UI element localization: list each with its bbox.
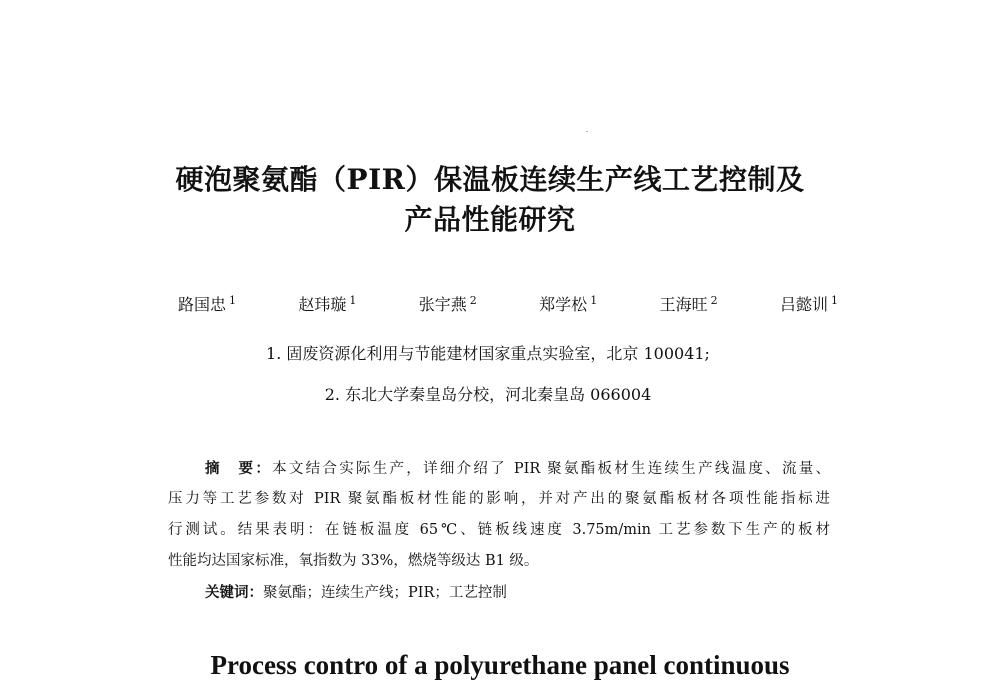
abstract (168, 453, 830, 577)
english-title: Process contro of a polyurethane panel continuous (210, 650, 790, 680)
paper-title-line-2: 产品性能研究 (404, 203, 576, 236)
affiliation-2: 2. 东北大学秦皇岛分校，河北秦皇岛 066004 (324, 385, 652, 404)
author: 路国忠 $^1$ (178, 293, 237, 314)
abstract-label: 摘 要： (205, 460, 273, 477)
abstract-line: 行测试。结果表明：在链板温度 65℃、链板线速度 3.75m/min 工艺参数下生产的板材 (168, 522, 830, 538)
paper-title-line-1: 硬泡聚氨酯（PIR）保温板连续生产线工艺控制及 (175, 163, 805, 196)
author: 张宇燕 $^2$ (418, 293, 477, 314)
abstract-line: 摘 要：本文结合实际生产，详细介绍了 PIR 聚氨酯板材生连续生产线温度、流量、 (205, 460, 831, 477)
keywords-text: 聚氨酯；连续生产线；PIR；工艺控制 (263, 585, 507, 601)
abstract-line: 性能均达国家标准，氧指数为 33%，燃烧等级达 B1 级。 (168, 553, 539, 569)
keywords (205, 577, 507, 609)
author: 王海旺 $^2$ (659, 293, 718, 314)
keywords-label: 关键词： (205, 584, 263, 601)
author: 赵玮璇 $^1$ (298, 293, 357, 314)
abstract-line: 压力等工艺参数对 PIR 聚氨酯板材性能的影响，并对产出的聚氨酯板材各项性能指标进 (168, 491, 830, 507)
author-list (178, 292, 838, 315)
affiliation-1: 1. 固废资源化利用与节能建材国家重点实验室，北京 100041; (266, 344, 710, 363)
author: 郑学松 $^1$ (539, 293, 598, 314)
author: 吕懿训 $^1$ (779, 293, 838, 314)
scan-speck (586, 131, 588, 132)
